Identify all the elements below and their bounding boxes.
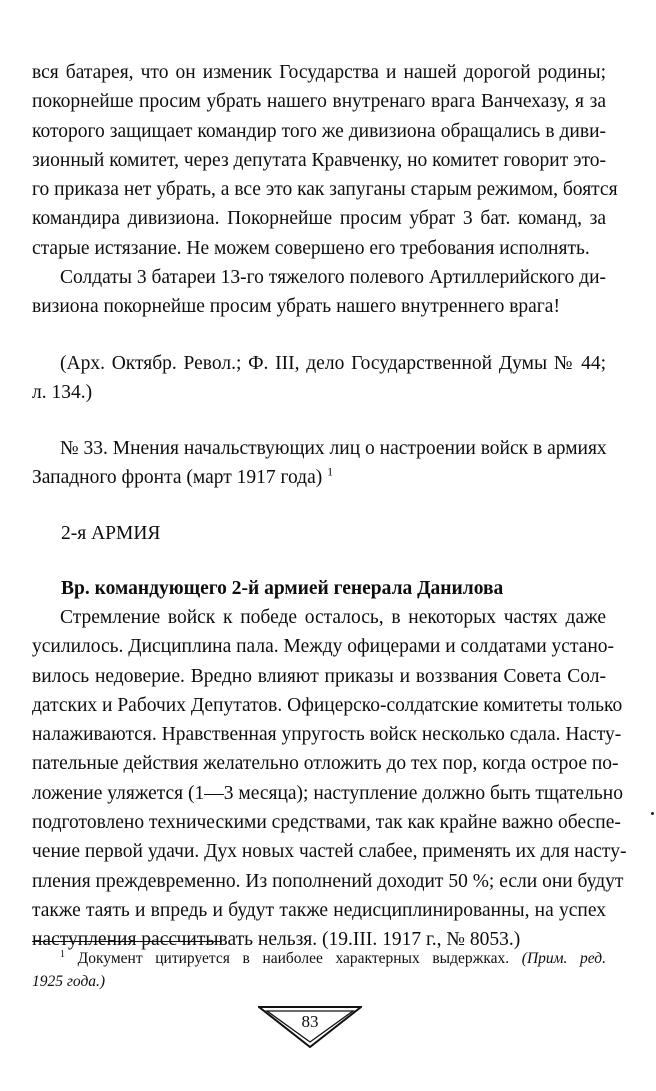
- editor-note: 1925 года.): [32, 973, 106, 990]
- title-text: Западного фронта (март 1917 года): [32, 467, 323, 489]
- text-line: [32, 463, 606, 492]
- text-line: зионный комитет, через депутата Кравченку, но комитет говорит это-: [32, 149, 606, 171]
- text-line: также таять и впредь и будут также недисциплинированны, на успех: [32, 899, 606, 921]
- text-line: вся батарея, что он изменик Государства и нашей дорогой родины;: [32, 62, 606, 83]
- text-line: старые истязание. Не можем совершено его требования исполнять.: [32, 237, 590, 259]
- report-paragraph: [32, 603, 627, 955]
- scan-speck: [651, 812, 654, 815]
- text-line: датских и Рабочих Депутатов. Офицерско-солдатские комитеты только: [32, 694, 623, 716]
- text-line: л. 134.): [32, 382, 93, 404]
- text-line: № 33. Мнения начальствующих лиц о настроении войск в армиях: [60, 438, 607, 459]
- text-line: которого защищает командир того же дивизиона обращались в диви-: [32, 120, 606, 142]
- page-number: 83: [301, 1012, 319, 1031]
- text-line: командира дивизиона. Покорнейше просим убрат 3 бат. команд, за: [32, 208, 606, 230]
- commander-heading: Вр. командующего 2-й армией генерала Данилова: [61, 578, 504, 599]
- page-number-badge: [258, 1006, 362, 1048]
- archive-reference: [32, 349, 606, 408]
- text-line: наступления рассчитывать нельзя. (19.III. 1917 г., № 8053.): [32, 929, 521, 951]
- footnote-line: [32, 947, 606, 970]
- text-line: пательные действия желательно отложить до тех пор, когда острое по-: [32, 753, 619, 775]
- document-title: [32, 434, 606, 493]
- text-line: покорнейше просим убрать нашего внутренаго врага Ванчехазу, я за: [32, 91, 606, 113]
- text-line: пления преждевременно. Из пополнений доходит 50 %; если они будут: [32, 870, 624, 892]
- text-line: Солдаты 3 батареи 13-го тяжелого полевого Артиллерийского ди-: [60, 267, 606, 288]
- footnote-divider: [32, 941, 222, 942]
- footnote-marker: 1: [60, 948, 65, 960]
- text-line: ложение уляжется (1—3 месяца); наступление должно быть тщательно: [32, 782, 623, 804]
- footnote-text: Документ цитируется в наиболее характерных выдержках.: [77, 950, 510, 967]
- text-line: усилилось. Дисциплина пала. Между офицерами и солдатами устано-: [32, 636, 615, 658]
- footnote-line: [32, 970, 606, 993]
- footnote-reference[interactable]: 1: [327, 464, 334, 479]
- text-line: го приказа нет убрать, а все это как запуганы старым режимом, боятся: [32, 179, 618, 201]
- army-heading: 2-я АРМИЯ: [61, 523, 161, 544]
- signature-paragraph: [32, 263, 606, 322]
- text-line: чение первой удачи. Дух новых частей слабее, применять их для насту-: [32, 841, 627, 863]
- text-line: Стремление войск к победе осталось, в некоторых частях даже: [60, 607, 606, 628]
- text-line: подготовлено техническими средствами, так как крайне важно обеспе-: [32, 812, 621, 834]
- editor-note: (Прим. ред.: [521, 950, 607, 967]
- footnote: [32, 947, 606, 993]
- letter-paragraph: [32, 58, 618, 263]
- text-line: визиона покорнейше просим убрать нашего внутреннего врага!: [32, 296, 560, 318]
- text-line: (Арх. Октябр. Револ.; Ф. III, дело Государственной Думы № 44;: [60, 353, 606, 374]
- text-line: налаживаются. Нравственная упругость войск несколько сдала. Насту-: [32, 724, 622, 746]
- text-line: вилось недоверие. Вредно влияют приказы и воззвания Совета Сол-: [32, 665, 606, 687]
